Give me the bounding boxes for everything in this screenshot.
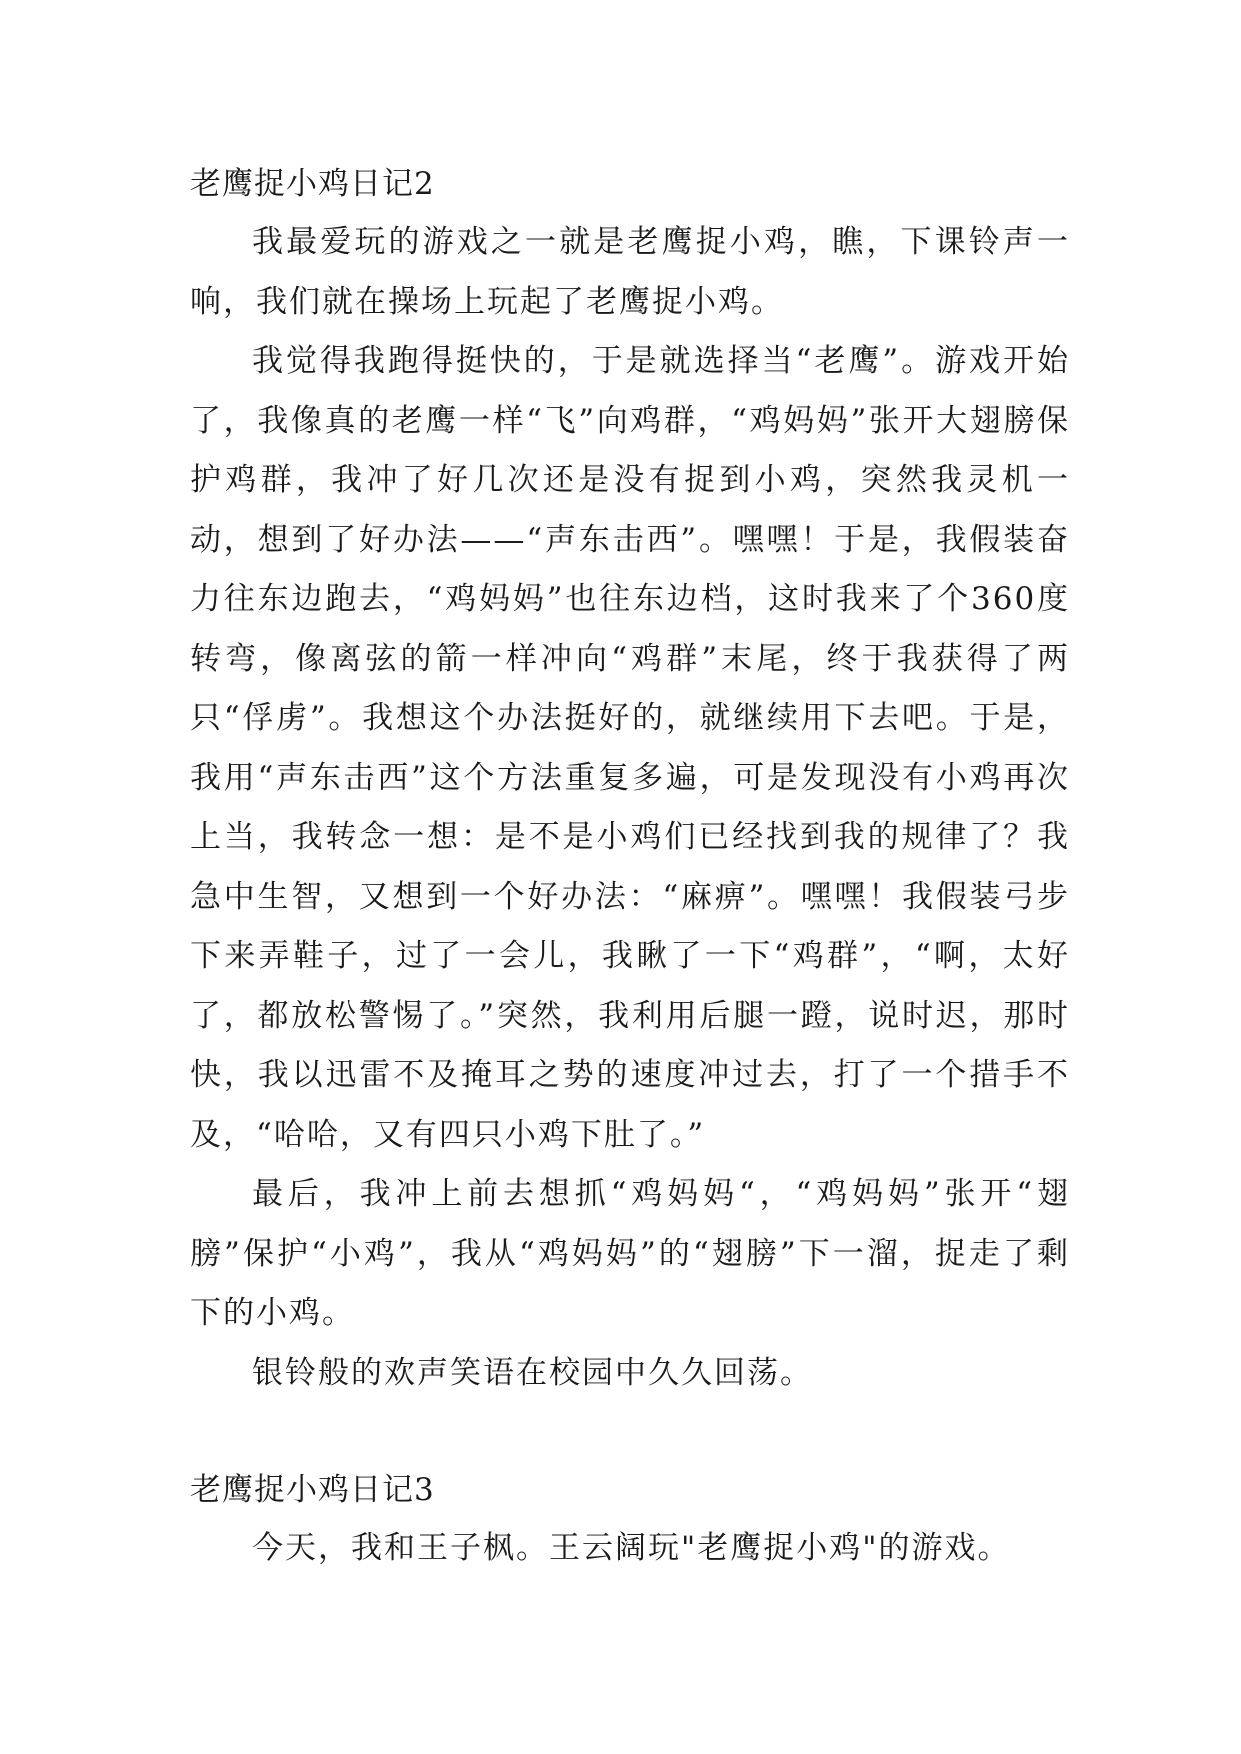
paragraph: 银铃般的欢声笑语在校园中久久回荡。	[252, 1354, 813, 1391]
section-gap	[190, 1403, 1070, 1461]
paragraph: 我最爱玩的游戏之一就是老鹰捉小鸡，瞧，下课铃声一响，我们就在操场上玩起了老鹰捉小鸡。	[190, 224, 1070, 320]
document-page	[190, 155, 1070, 1579]
section-title: 老鹰捉小鸡日记3	[190, 1472, 435, 1508]
paragraph: 今天，我和王子枫。王云阔玩"老鹰捉小鸡"的游戏。	[252, 1530, 1011, 1566]
paragraph: 最后，我冲上前去想抓“鸡妈妈“，“鸡妈妈”张开“翅膀”保护“小鸡”，我从“鸡妈妈”的“翅膀”下一溜，捉走了剩下的小鸡。	[190, 1176, 1070, 1331]
section-title: 老鹰捉小鸡日记2	[190, 166, 435, 202]
paragraph: 我觉得我跑得挺快的，于是就选择当“老鹰”。游戏开始了，我像真的老鹰一样“飞”向鸡群，“鸡妈妈”张开大翅膀保护鸡群，我冲了好几次还是没有捉到小鸡，突然我灵机一动，想到了好办法——“声东击西”。嘿嘿！于是，我假装奋力往东边跑去，“鸡妈妈”也往东边档，这时我来了个360度转弯，像离弦的箭一样冲向“鸡群”末尾，终于我获得了两只“俘虏”。我想这个办法挺好的，就继续用下去吧。于是，我用“声东击西”这个方法重复多遍，可是发现没有小鸡再次上当，我转念一想：是不是小鸡们已经找到我的规律了？我急中生智，又想到一个好办法：“麻痹”。嘿嘿！我假装弓步下来弄鞋子，过了一会儿，我瞅了一下“鸡群”，“啊，太好了，都放松警惕了。”突然，我利用后腿一蹬，说时迟，那时快，我以迅雷不及掩耳之势的速度冲过去，打了一个措手不及，“哈哈，又有四只小鸡下肚了。”	[190, 343, 1070, 1153]
